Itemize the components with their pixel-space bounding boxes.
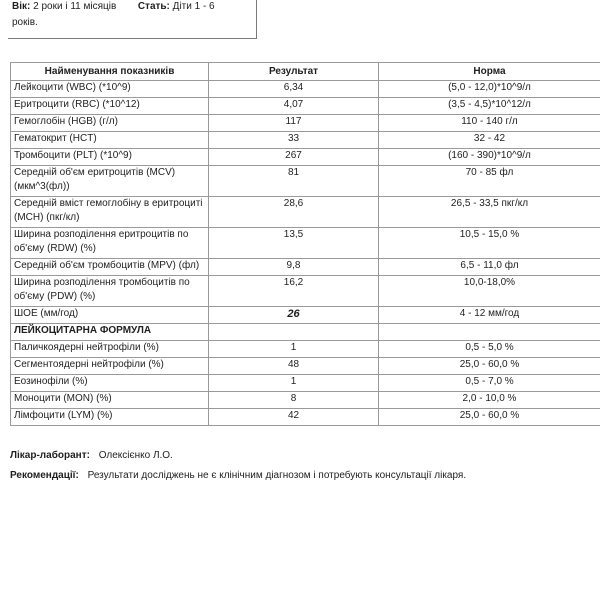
row-name: Гематокрит (HCT): [11, 132, 209, 149]
doctor-line: [10, 450, 173, 461]
row-result: 4,07: [209, 98, 379, 115]
table-row: [11, 149, 600, 166]
row-name: Еритроцити (RBC) (*10^12): [11, 98, 209, 115]
status-label: Стать:: [137, 1, 170, 12]
table-row: [11, 132, 600, 149]
esr-result: 26: [209, 307, 379, 324]
recommendation-line: [10, 470, 466, 481]
row-result: 48: [209, 358, 379, 375]
row-norm: 4 - 12 мм/год: [379, 307, 600, 324]
age-label: Вік:: [12, 1, 31, 12]
row-result: 81: [209, 166, 379, 197]
table-header-row: [11, 63, 600, 81]
section-row: [11, 324, 600, 341]
row-result: 6,34: [209, 81, 379, 98]
status-value-continuation: років.: [12, 17, 38, 28]
table-row: [11, 228, 600, 259]
row-norm: (5,0 - 12,0)*10^9/л: [379, 81, 600, 98]
row-name: Тромбоцити (PLT) (*10^9): [11, 149, 209, 166]
row-result: 9,8: [209, 259, 379, 276]
row-name: ШОЕ (мм/год): [11, 307, 209, 324]
row-norm: 32 - 42: [379, 132, 600, 149]
table-row: [11, 259, 600, 276]
row-norm: (3,5 - 4,5)*10^12/л: [379, 98, 600, 115]
row-result: 16,2: [209, 276, 379, 307]
table-row: [11, 98, 600, 115]
table-row: [11, 341, 600, 358]
row-name: Моноцити (MON) (%): [11, 392, 209, 409]
row-name: Гемоглобін (HGB) (г/л): [11, 115, 209, 132]
row-name: Ширина розподілення тромбоцитів по об'єму (PDW) (%): [11, 276, 209, 307]
section-title: ЛЕЙКОЦИТАРНА ФОРМУЛА: [11, 324, 209, 341]
row-norm: 25,0 - 60,0 %: [379, 409, 600, 426]
row-result: 13,5: [209, 228, 379, 259]
header-norm: Норма: [379, 63, 600, 81]
row-norm: 0,5 - 7,0 %: [379, 375, 600, 392]
row-norm: 25,0 - 60,0 %: [379, 358, 600, 375]
row-name: Середній вміст гемоглобіну в еритроциті (MCH) (пкг/кл): [11, 197, 209, 228]
doctor-label: Лікар-лаборант:: [10, 450, 90, 461]
recommendation-value: Результати досліджень не є клінічним діагнозом і потребують консультації лікаря.: [87, 470, 467, 481]
table-row: [11, 375, 600, 392]
table-row: [11, 358, 600, 375]
row-name: Сегментоядерні нейтрофіли (%): [11, 358, 209, 375]
table-row: [11, 166, 600, 197]
row-norm: (160 - 390)*10^9/л: [379, 149, 600, 166]
section-empty-cell: [379, 324, 600, 341]
age-value: 2 роки і 11 місяців: [33, 1, 117, 12]
row-norm: 6,5 - 11,0 фл: [379, 259, 600, 276]
row-name: Лімфоцити (LYM) (%): [11, 409, 209, 426]
table-row: [11, 197, 600, 228]
header-result: Результат: [209, 63, 379, 81]
row-name: Ширина розподілення еритроцитів по об'єму (RDW) (%): [11, 228, 209, 259]
section-empty-cell: [209, 324, 379, 341]
row-name: Середній об'єм еритроцитів (MCV) (мкм^3(фл)): [11, 166, 209, 197]
header-name: Найменування показників: [11, 63, 209, 81]
row-norm: 110 - 140 г/л: [379, 115, 600, 132]
row-name: Еозинофіли (%): [11, 375, 209, 392]
table-row: [11, 392, 600, 409]
row-result: 1: [209, 375, 379, 392]
table-row: [11, 307, 600, 324]
row-result: 33: [209, 132, 379, 149]
row-result: 28,6: [209, 197, 379, 228]
row-result: 42: [209, 409, 379, 426]
row-norm: 0,5 - 5,0 %: [379, 341, 600, 358]
row-name: Паличкоядерні нейтрофіли (%): [11, 341, 209, 358]
row-result: 8: [209, 392, 379, 409]
row-result: 267: [209, 149, 379, 166]
results-table: [10, 62, 600, 426]
row-norm: 10,5 - 15,0 %: [379, 228, 600, 259]
row-norm: 2,0 - 10,0 %: [379, 392, 600, 409]
row-norm: 10,0-18,0%: [379, 276, 600, 307]
row-norm: 70 - 85 фл: [379, 166, 600, 197]
row-norm: 26,5 - 33,5 пкг/кл: [379, 197, 600, 228]
table-row: [11, 276, 600, 307]
row-name: Лейкоцити (WBC) (*10^9): [11, 81, 209, 98]
table-row: [11, 81, 600, 98]
patient-info-box: [8, 0, 257, 39]
row-result: 1: [209, 341, 379, 358]
table-row: [11, 115, 600, 132]
row-name: Середній об'єм тромбоцитів (MPV) (фл): [11, 259, 209, 276]
recommendation-label: Рекомендації:: [10, 470, 79, 481]
table-row: [11, 409, 600, 426]
row-result: 117: [209, 115, 379, 132]
status-value: Діти 1 - 6: [172, 1, 215, 12]
patient-info-line: [12, 0, 215, 14]
doctor-value: Олексієнко Л.О.: [98, 450, 173, 461]
